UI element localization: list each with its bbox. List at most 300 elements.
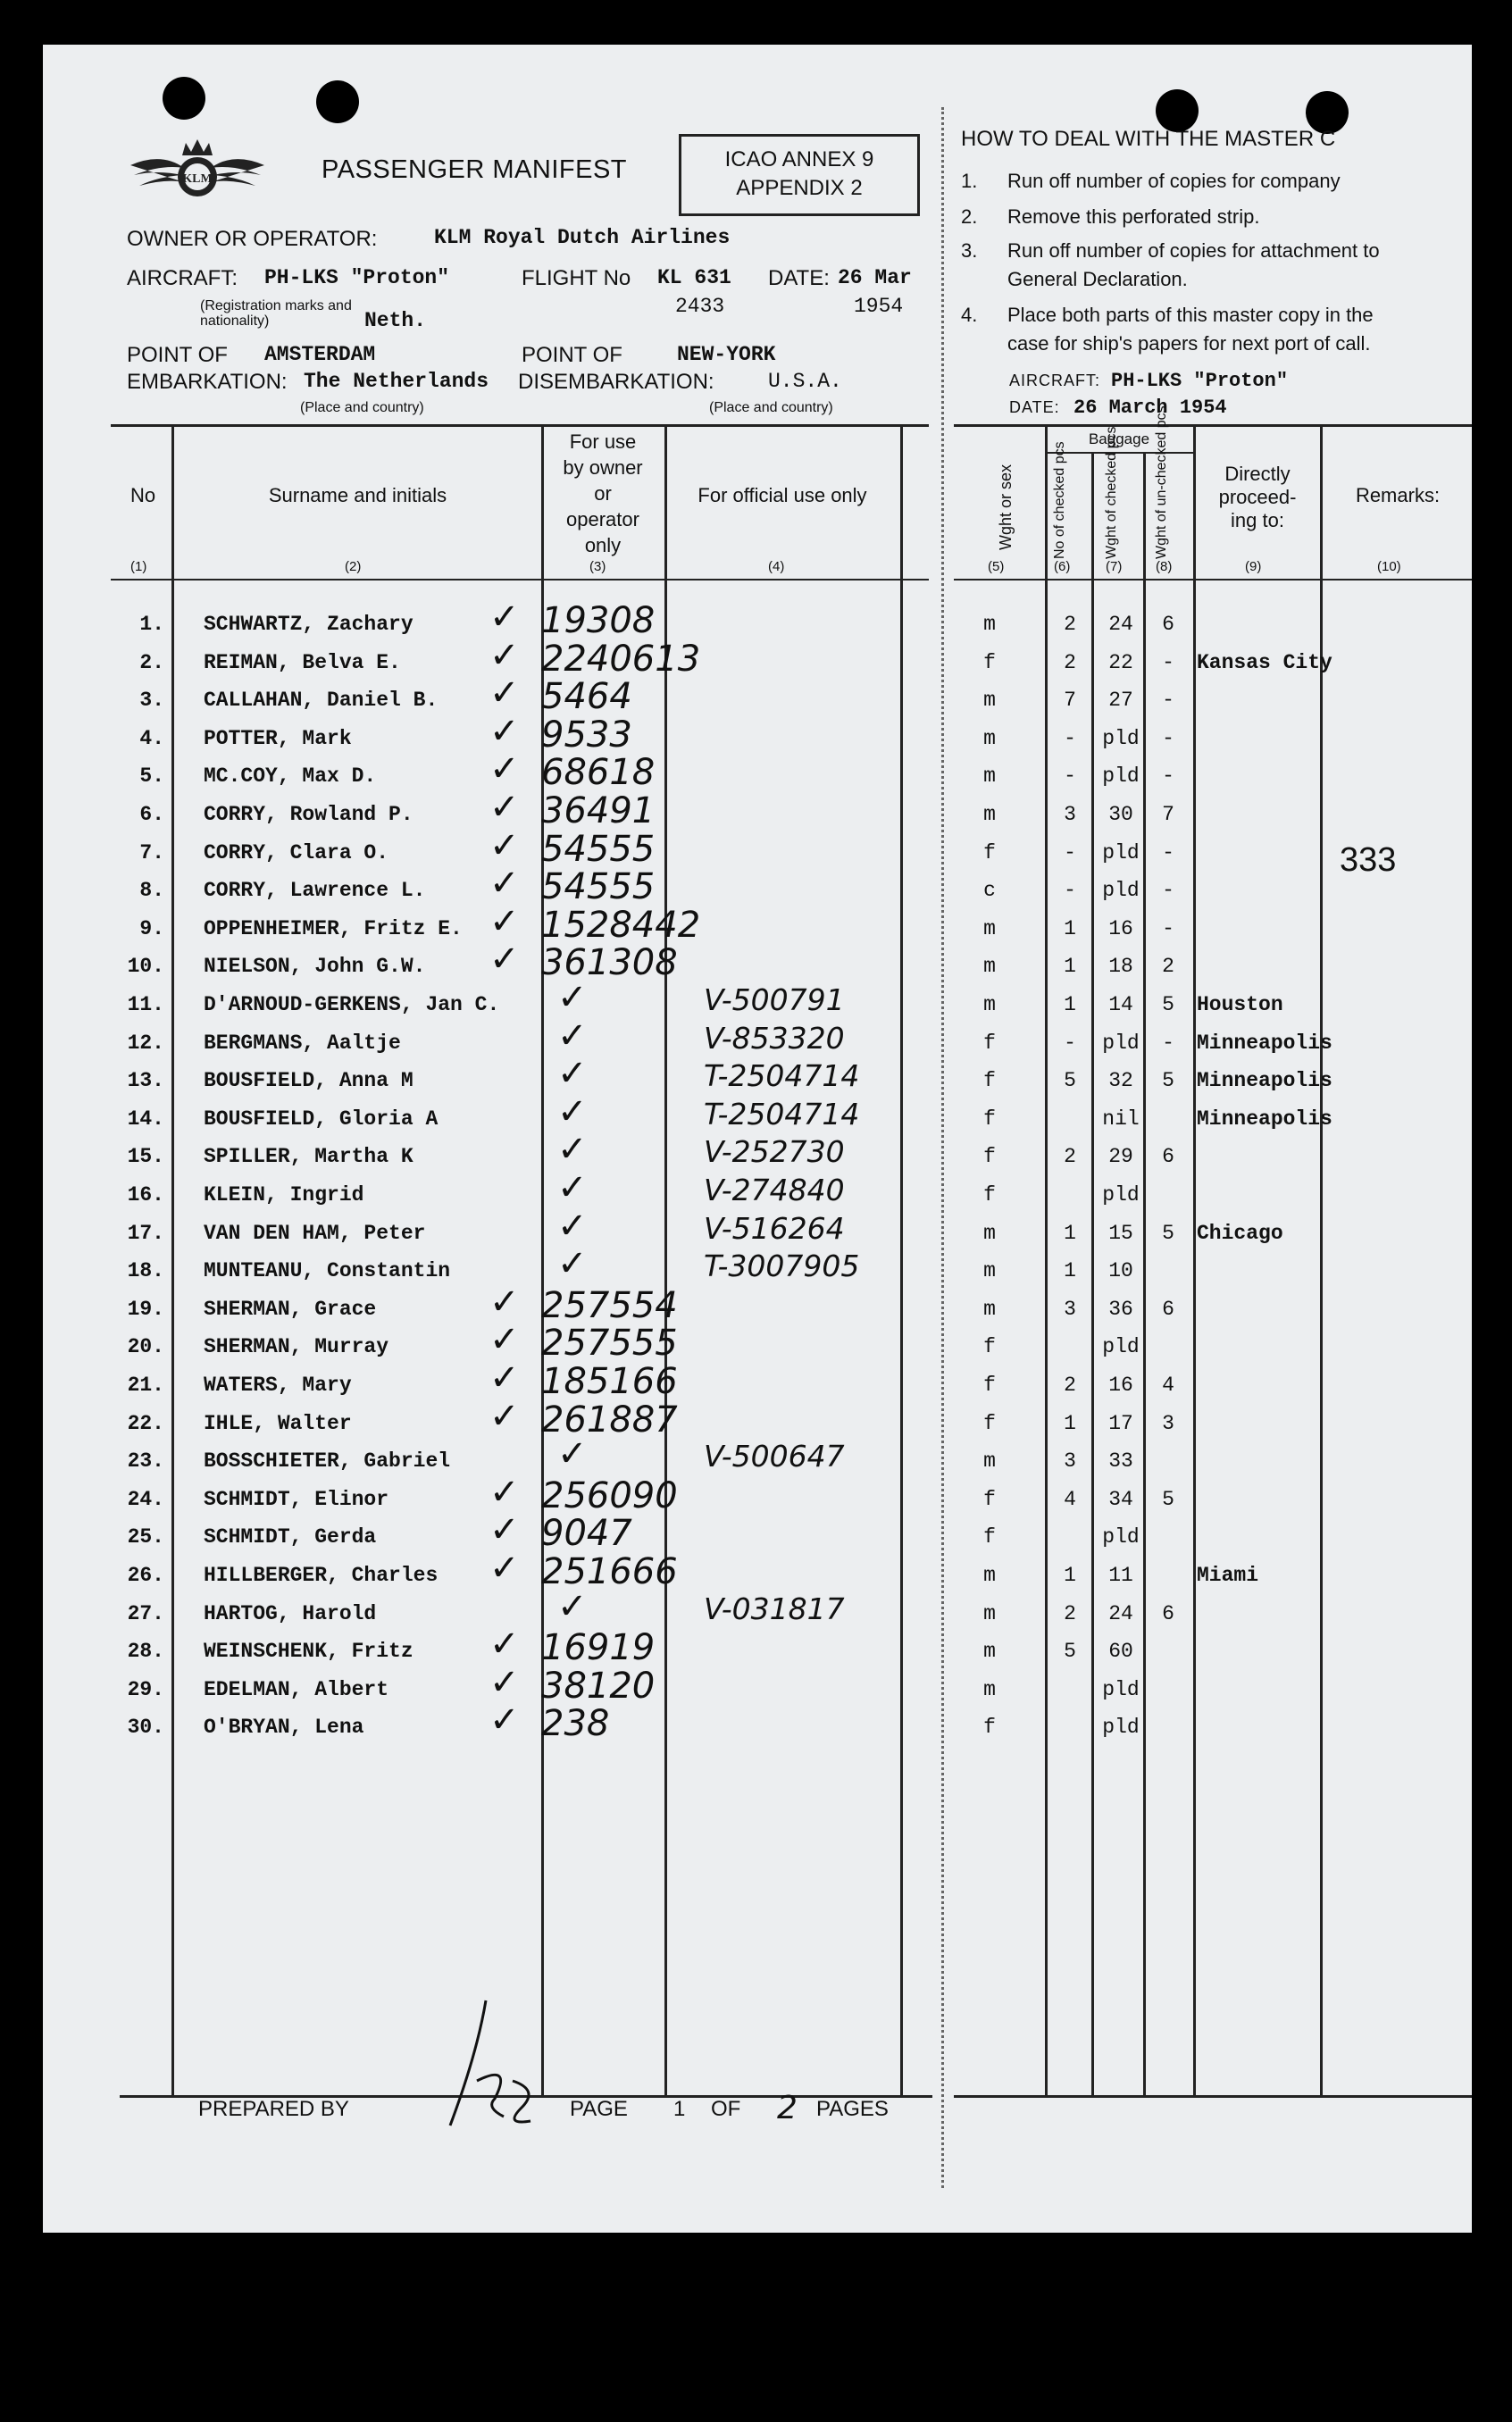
passenger-sex: m <box>983 1678 996 1701</box>
unchecked-weight: 5 <box>1162 1222 1174 1245</box>
row-number: 19. <box>127 1298 164 1321</box>
passenger-name: D'ARNOUD-GERKENS, Jan C. <box>204 993 500 1016</box>
col-header-name: Surname and initials <box>268 484 447 506</box>
column-index-label: (1) <box>130 559 147 574</box>
owner-use-number: 251666 <box>541 1551 678 1592</box>
table-header-rule-left <box>111 579 929 580</box>
col-header-destination <box>1197 463 1318 532</box>
check-mark: ✓ <box>489 1624 520 1665</box>
passenger-name: BOUSFIELD, Gloria A <box>204 1107 439 1131</box>
passenger-sex: m <box>983 1449 996 1473</box>
instructions-aircraft-value: PH-LKS "Proton" <box>1111 370 1289 392</box>
nationality-value: Neth. <box>364 309 427 332</box>
checked-weight: 15 <box>1108 1222 1133 1245</box>
col-header-baggage: Baggage <box>1088 430 1150 447</box>
passenger-sex: f <box>983 1335 996 1358</box>
owner-use-number: 257554 <box>541 1285 678 1326</box>
icao-appendix-line: APPENDIX 2 <box>736 176 863 200</box>
passenger-sex: f <box>983 1183 996 1207</box>
checked-pieces: 1 <box>1064 1222 1076 1245</box>
owner-use-line: or <box>594 482 612 505</box>
passenger-sex: m <box>983 917 996 940</box>
checked-pieces: 5 <box>1064 1640 1076 1663</box>
instruction-text: case for ship's papers for next port of call. <box>1007 332 1371 355</box>
embarkation-label-1: POINT OF <box>127 343 228 367</box>
instruction-text: General Declaration. <box>1007 268 1188 290</box>
official-use-number: V-516264 <box>704 1211 845 1246</box>
official-use-number: T-2504714 <box>704 1097 860 1132</box>
passenger-name: MC.COY, Max D. <box>204 764 377 788</box>
icao-annex-box <box>679 134 920 216</box>
col-divider <box>1045 427 1048 2097</box>
passenger-sex: f <box>983 1488 996 1511</box>
total-pages-number: 2 <box>777 2090 798 2126</box>
checked-weight: 17 <box>1108 1412 1133 1435</box>
manifest-sheet <box>43 45 1472 2233</box>
column-index-label: (10) <box>1377 559 1401 574</box>
embarkation-city: AMSTERDAM <box>264 343 376 366</box>
row-number: 15. <box>127 1145 164 1168</box>
unchecked-weight: - <box>1162 841 1174 864</box>
owner-use-number: 257555 <box>541 1323 678 1364</box>
col-divider <box>1193 427 1196 2097</box>
owner-use-number: 256090 <box>541 1475 678 1516</box>
svg-text:KLM: KLM <box>182 172 213 186</box>
embarkation-label-2: EMBARKATION: <box>127 370 288 394</box>
checked-weight: 24 <box>1108 1602 1133 1625</box>
passenger-sex: f <box>983 1107 996 1131</box>
date-year: 1954 <box>854 295 904 318</box>
row-number: 18. <box>127 1259 164 1282</box>
unchecked-weight: 6 <box>1162 1298 1174 1321</box>
official-use-number: V-274840 <box>704 1173 845 1207</box>
passenger-name: HILLBERGER, Charles <box>204 1564 439 1587</box>
passenger-name: SHERMAN, Grace <box>204 1298 377 1321</box>
unchecked-weight: 6 <box>1162 613 1174 636</box>
checked-weight: pld <box>1102 1525 1140 1549</box>
instructions-title: HOW TO DEAL WITH THE MASTER C <box>961 127 1336 151</box>
unchecked-weight: 3 <box>1162 1412 1174 1435</box>
unchecked-weight: - <box>1162 651 1174 674</box>
column-index-label: (2) <box>345 559 362 574</box>
row-number: 10. <box>127 955 164 978</box>
check-mark: ✓ <box>557 1091 588 1132</box>
passenger-sex: m <box>983 1564 996 1587</box>
punch-hole <box>163 77 205 120</box>
check-mark: ✓ <box>489 1548 520 1589</box>
unchecked-weight: - <box>1162 764 1174 788</box>
passenger-sex: m <box>983 1259 996 1282</box>
passenger-name: BERGMANS, Aaltje <box>204 1031 401 1055</box>
passenger-sex: f <box>983 1069 996 1092</box>
passenger-name: WATERS, Mary <box>204 1374 352 1397</box>
prepared-by-label: PREPARED BY <box>198 2097 349 2121</box>
instruction-text: Place both parts of this master copy in the <box>1007 304 1374 326</box>
checked-weight: 22 <box>1108 651 1133 674</box>
column-index-label: (4) <box>768 559 785 574</box>
passenger-name: OPPENHEIMER, Fritz E. <box>204 917 463 940</box>
checked-weight: 33 <box>1108 1449 1133 1473</box>
passenger-name: HARTOG, Harold <box>204 1602 377 1625</box>
embarkation-country: The Netherlands <box>304 370 489 393</box>
owner-use-number: 54555 <box>541 829 656 870</box>
icao-annex-line: ICAO ANNEX 9 <box>724 147 874 171</box>
unchecked-weight: 6 <box>1162 1145 1174 1168</box>
check-mark: ✓ <box>489 711 520 752</box>
destination: Minneapolis <box>1197 1031 1332 1055</box>
flight-value: KL 631 <box>657 266 731 289</box>
check-mark: ✓ <box>489 939 520 980</box>
passenger-sex: m <box>983 1298 996 1321</box>
checked-pieces: 7 <box>1064 689 1076 712</box>
row-number: 29. <box>127 1678 164 1701</box>
destination: Minneapolis <box>1197 1107 1332 1131</box>
passenger-name: EDELMAN, Albert <box>204 1678 389 1701</box>
unchecked-weight: - <box>1162 727 1174 750</box>
checked-weight: 32 <box>1108 1069 1133 1092</box>
unchecked-weight: - <box>1162 689 1174 712</box>
passenger-sex: f <box>983 1145 996 1168</box>
column-index-label: (8) <box>1156 559 1173 574</box>
checked-weight: pld <box>1102 764 1140 788</box>
row-number: 9. <box>139 917 164 940</box>
unchecked-weight: 2 <box>1162 955 1174 978</box>
passenger-name: IHLE, Walter <box>204 1412 352 1435</box>
row-number: 6. <box>139 803 164 826</box>
passenger-sex: f <box>983 841 996 864</box>
row-number: 5. <box>139 764 164 788</box>
checked-weight: 16 <box>1108 917 1133 940</box>
passenger-name: NIELSON, John G.W. <box>204 955 426 978</box>
check-mark: ✓ <box>489 1396 520 1437</box>
passenger-sex: f <box>983 1716 996 1739</box>
checked-weight: 24 <box>1108 613 1133 636</box>
embarkation-place-note: (Place and country) <box>300 400 424 415</box>
checked-weight: 11 <box>1108 1564 1133 1587</box>
checked-weight: 18 <box>1108 955 1133 978</box>
passenger-sex: m <box>983 803 996 826</box>
checked-pieces: - <box>1064 879 1076 902</box>
col-header-checked-weight: Wght of checked pcs <box>1104 426 1119 559</box>
passenger-name: SHERMAN, Murray <box>204 1335 389 1358</box>
checked-pieces: 1 <box>1064 1564 1076 1587</box>
passenger-name: CORRY, Rowland P. <box>204 803 414 826</box>
checked-pieces: - <box>1064 727 1076 750</box>
row-number: 20. <box>127 1335 164 1358</box>
owner-use-number: 238 <box>541 1703 610 1744</box>
owner-use-number: 2240613 <box>541 639 701 680</box>
passenger-name: SCHMIDT, Gerda <box>204 1525 377 1549</box>
passenger-sex: m <box>983 1602 996 1625</box>
row-number: 14. <box>127 1107 164 1131</box>
check-mark: ✓ <box>557 1015 588 1056</box>
date-value: 26 Mar <box>838 266 912 289</box>
checked-weight: pld <box>1102 1183 1140 1207</box>
passenger-name: KLEIN, Ingrid <box>204 1183 364 1207</box>
official-use-number: V-500791 <box>704 982 845 1017</box>
row-number: 4. <box>139 727 164 750</box>
column-index-label: (3) <box>589 559 606 574</box>
check-mark: ✓ <box>489 863 520 904</box>
unchecked-weight: 6 <box>1162 1602 1174 1625</box>
instruction-text: Run off number of copies for company <box>1007 170 1341 192</box>
col-header-owner-use <box>543 429 663 558</box>
table-header-rule-right <box>954 579 1472 580</box>
column-index-label: (6) <box>1054 559 1071 574</box>
instruction-number: 4. <box>961 304 978 326</box>
perforation-line <box>941 107 944 2188</box>
passenger-sex: m <box>983 727 996 750</box>
unchecked-weight: 7 <box>1162 803 1174 826</box>
flight-label: FLIGHT No <box>522 266 631 290</box>
col-header-checked-pcs: No of checked pcs <box>1052 441 1067 559</box>
row-number: 30. <box>127 1716 164 1739</box>
checked-pieces: 1 <box>1064 1259 1076 1282</box>
check-mark: ✓ <box>557 1586 588 1627</box>
checked-weight: 10 <box>1108 1259 1133 1282</box>
unchecked-weight: - <box>1162 879 1174 902</box>
row-number: 17. <box>127 1222 164 1245</box>
passenger-name: BOUSFIELD, Anna M <box>204 1069 414 1092</box>
col-divider <box>1143 452 1146 2097</box>
passenger-name: WEINSCHENK, Fritz <box>204 1640 414 1663</box>
unchecked-weight: - <box>1162 1031 1174 1055</box>
checked-weight: 16 <box>1108 1374 1133 1397</box>
check-mark: ✓ <box>557 1053 588 1094</box>
owner-use-number: 1528442 <box>541 905 701 946</box>
checked-pieces: 1 <box>1064 955 1076 978</box>
row-number: 26. <box>127 1564 164 1587</box>
check-mark: ✓ <box>557 977 588 1018</box>
passenger-name: O'BRYAN, Lena <box>204 1716 364 1739</box>
checked-weight: pld <box>1102 1335 1140 1358</box>
page-label: PAGE <box>570 2097 628 2121</box>
checked-pieces: 5 <box>1064 1069 1076 1092</box>
of-label: OF <box>711 2097 741 2121</box>
check-mark: ✓ <box>489 597 520 638</box>
date-label: DATE: <box>768 266 830 290</box>
check-mark: ✓ <box>489 1509 520 1550</box>
check-mark: ✓ <box>489 1472 520 1513</box>
checked-weight: nil <box>1102 1107 1140 1131</box>
checked-pieces: 4 <box>1064 1488 1076 1511</box>
official-use-number: V-031817 <box>704 1591 845 1626</box>
instruction-number: 2. <box>961 205 978 228</box>
check-mark: ✓ <box>489 901 520 942</box>
checked-pieces: 1 <box>1064 1412 1076 1435</box>
owner-use-number: 185166 <box>541 1361 678 1402</box>
footer-rule-right <box>954 2095 1472 2098</box>
checked-weight: pld <box>1102 1678 1140 1701</box>
instructions-date-label: DATE: <box>1009 398 1060 416</box>
row-number: 3. <box>139 689 164 712</box>
passenger-name: CORRY, Clara O. <box>204 841 389 864</box>
col-header-sex: Wght or sex <box>997 464 1015 550</box>
row-number: 2. <box>139 651 164 674</box>
row-number: 21. <box>127 1374 164 1397</box>
instruction-number: 3. <box>961 239 978 262</box>
owner-use-number: 5464 <box>541 676 632 717</box>
owner-use-number: 261887 <box>541 1399 678 1441</box>
disembarkation-city: NEW-YORK <box>677 343 776 366</box>
check-mark: ✓ <box>489 1319 520 1360</box>
check-mark: ✓ <box>557 1206 588 1247</box>
official-use-number: V-853320 <box>704 1021 845 1056</box>
checked-weight: pld <box>1102 879 1140 902</box>
col-divider <box>1091 452 1094 2097</box>
checked-pieces: - <box>1064 841 1076 864</box>
passenger-sex: m <box>983 689 996 712</box>
instruction-text: Remove this perforated strip. <box>1007 205 1260 228</box>
passenger-sex: m <box>983 993 996 1016</box>
column-index-label: (9) <box>1245 559 1262 574</box>
row-number: 25. <box>127 1525 164 1549</box>
passenger-name: CORRY, Lawrence L. <box>204 879 426 902</box>
row-number: 16. <box>127 1183 164 1207</box>
passenger-name: SCHWARTZ, Zachary <box>204 613 414 636</box>
owner-use-number: 9047 <box>541 1513 632 1554</box>
checked-weight: 36 <box>1108 1298 1133 1321</box>
checked-pieces: - <box>1064 764 1076 788</box>
unchecked-weight: 5 <box>1162 993 1174 1016</box>
destination-header-line: ing to: <box>1231 509 1284 531</box>
official-use-number: T-2504714 <box>704 1058 860 1093</box>
checked-pieces: 2 <box>1064 1145 1076 1168</box>
passenger-sex: c <box>983 879 996 902</box>
checked-pieces: - <box>1064 1031 1076 1055</box>
destination: Chicago <box>1197 1222 1283 1245</box>
checked-weight: 14 <box>1108 993 1133 1016</box>
passenger-sex: f <box>983 1412 996 1435</box>
destination: Kansas City <box>1197 651 1332 674</box>
destination: Houston <box>1197 993 1283 1016</box>
row-number: 7. <box>139 841 164 864</box>
check-mark: ✓ <box>489 825 520 866</box>
owner-use-number: 9533 <box>541 714 632 756</box>
disembarkation-label-2: DISEMBARKATION: <box>518 370 714 394</box>
passenger-sex: f <box>983 651 996 674</box>
destination: Miami <box>1197 1564 1259 1587</box>
row-number: 23. <box>127 1449 164 1473</box>
passenger-sex: m <box>983 955 996 978</box>
official-use-number: V-252730 <box>704 1134 845 1169</box>
col-header-remarks: Remarks: <box>1355 484 1441 506</box>
checked-pieces: 3 <box>1064 1449 1076 1473</box>
checked-pieces: 2 <box>1064 651 1076 674</box>
checked-weight: 34 <box>1108 1488 1133 1511</box>
row-number: 11. <box>127 993 164 1016</box>
check-mark: ✓ <box>489 1357 520 1399</box>
disembarkation-place-note: (Place and country) <box>709 400 833 415</box>
destination: Minneapolis <box>1197 1069 1332 1092</box>
row-number: 22. <box>127 1412 164 1435</box>
row-number: 1. <box>139 613 164 636</box>
check-mark: ✓ <box>489 672 520 714</box>
check-mark: ✓ <box>557 1243 588 1284</box>
table-top-rule-left <box>111 424 929 427</box>
checked-weight: pld <box>1102 1031 1140 1055</box>
official-use-number: V-500647 <box>704 1439 845 1474</box>
passenger-name: BOSSCHIETER, Gabriel <box>204 1449 451 1473</box>
checked-weight: pld <box>1102 1716 1140 1739</box>
instructions-date-value: 26 March 1954 <box>1073 397 1227 419</box>
passenger-sex: m <box>983 613 996 636</box>
passenger-name: CALLAHAN, Daniel B. <box>204 689 439 712</box>
page-number: 1 <box>673 2097 686 2121</box>
passenger-name: MUNTEANU, Constantin <box>204 1259 451 1282</box>
owner-use-number: 54555 <box>541 866 656 907</box>
unchecked-weight: 5 <box>1162 1488 1174 1511</box>
disembarkation-label-1: POINT OF <box>522 343 622 367</box>
passenger-name: VAN DEN HAM, Peter <box>204 1222 426 1245</box>
check-mark: ✓ <box>489 635 520 676</box>
owner-use-line: by owner <box>563 456 643 479</box>
row-number: 27. <box>127 1602 164 1625</box>
owner-use-line: For use <box>569 430 637 453</box>
checked-pieces: 1 <box>1064 917 1076 940</box>
checked-weight: 30 <box>1108 803 1133 826</box>
check-mark: ✓ <box>489 748 520 789</box>
destination-header-line: Directly <box>1224 463 1291 485</box>
owner-use-number: 19308 <box>541 600 656 641</box>
pages-label: PAGES <box>816 2097 889 2121</box>
destination-header-line: proceed- <box>1218 486 1297 508</box>
checked-pieces: 3 <box>1064 803 1076 826</box>
aircraft-value: PH-LKS "Proton" <box>264 266 450 289</box>
checked-pieces: 2 <box>1064 1602 1076 1625</box>
col-divider <box>1320 427 1323 2097</box>
row-number: 13. <box>127 1069 164 1092</box>
unchecked-weight: 5 <box>1162 1069 1174 1092</box>
owner-value: KLM Royal Dutch Airlines <box>434 226 731 249</box>
aircraft-label: AIRCRAFT: <box>127 266 238 290</box>
owner-use-number: 36491 <box>541 790 656 831</box>
passenger-sex: f <box>983 1525 996 1549</box>
preparer-signature <box>441 1992 548 2134</box>
passenger-name: SPILLER, Martha K <box>204 1145 414 1168</box>
col-divider <box>900 427 903 2097</box>
instructions-aircraft-label: AIRCRAFT: <box>1009 372 1101 389</box>
instruction-number: 1. <box>961 170 978 192</box>
checked-weight: 60 <box>1108 1640 1133 1663</box>
passenger-name: SCHMIDT, Elinor <box>204 1488 389 1511</box>
passenger-sex: f <box>983 1031 996 1055</box>
klm-winged-crown-logo <box>121 134 273 214</box>
column-index-label: (7) <box>1106 559 1123 574</box>
check-mark: ✓ <box>557 1167 588 1208</box>
passenger-sex: f <box>983 1374 996 1397</box>
check-mark: ✓ <box>489 1700 520 1741</box>
checked-pieces: 3 <box>1064 1298 1076 1321</box>
official-use-number: T-3007905 <box>704 1249 860 1283</box>
owner-use-number: 16919 <box>541 1627 656 1668</box>
checked-pieces: 1 <box>1064 993 1076 1016</box>
registration-note: (Registration marks and nationality) <box>200 298 352 329</box>
owner-use-line: operator <box>566 508 639 530</box>
owner-use-number: 38120 <box>541 1666 656 1707</box>
check-mark: ✓ <box>489 1282 520 1323</box>
col-header-unchecked-weight: Wght of un-checked pcs <box>1154 405 1169 559</box>
row-number: 24. <box>127 1488 164 1511</box>
document-title: PASSENGER MANIFEST <box>322 155 628 184</box>
table-top-rule-right <box>954 424 1472 427</box>
flight-number-secondary: 2433 <box>675 295 725 318</box>
passenger-name: REIMAN, Belva E. <box>204 651 401 674</box>
check-mark: ✓ <box>489 1662 520 1703</box>
owner-use-number: 361308 <box>541 942 678 983</box>
unchecked-weight: 4 <box>1162 1374 1174 1397</box>
owner-use-number: 68618 <box>541 752 656 793</box>
